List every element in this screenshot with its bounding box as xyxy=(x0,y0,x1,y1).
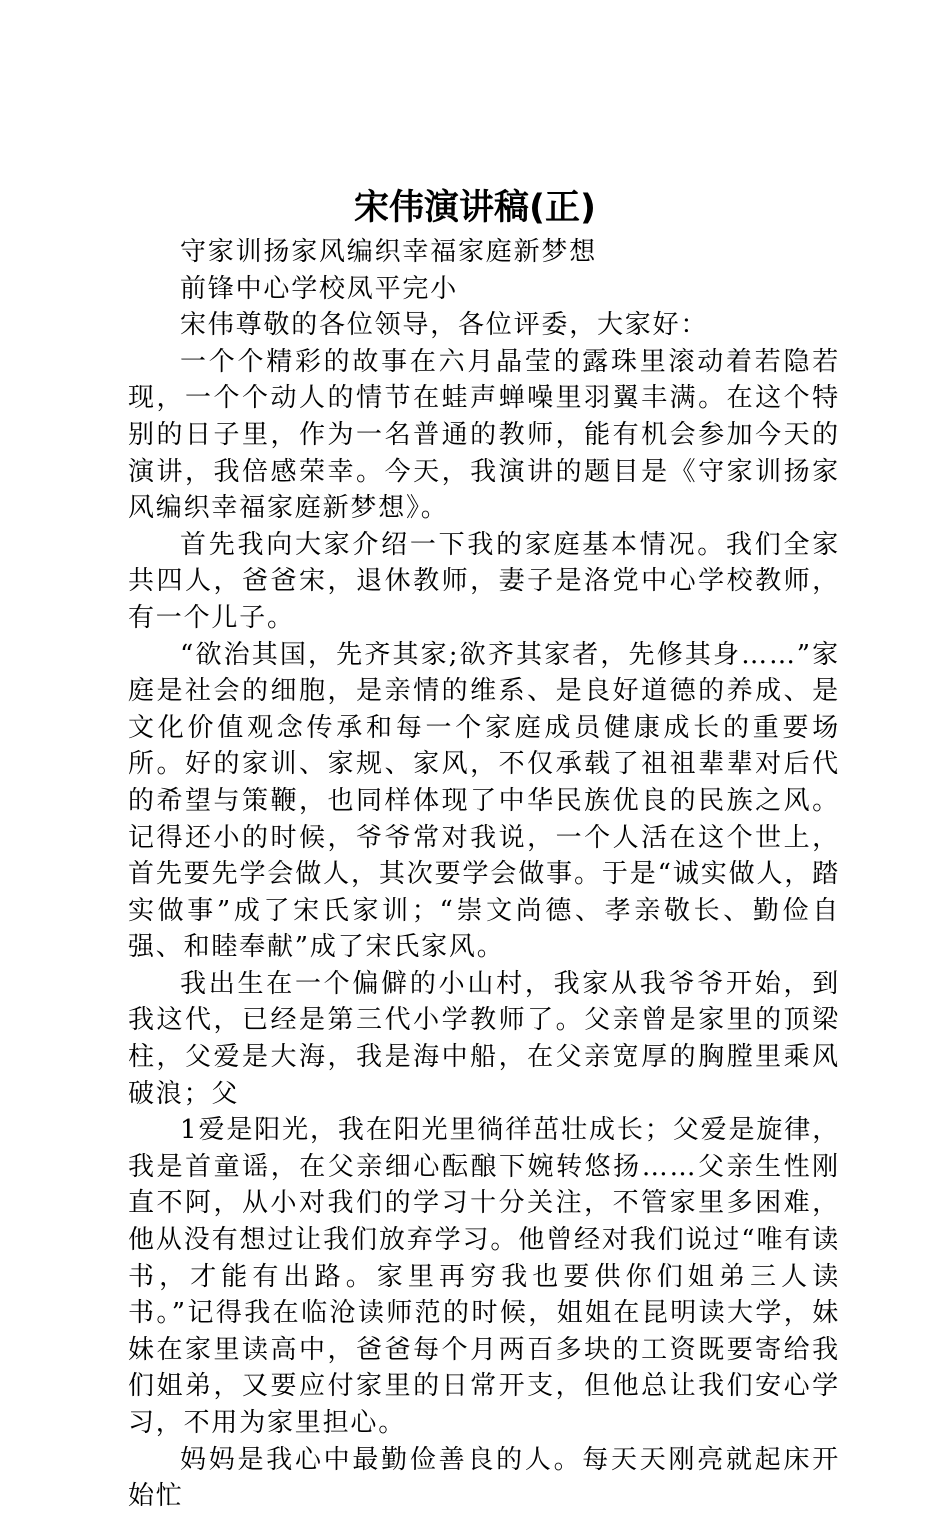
paragraph-family-values: “欲治其国，先齐其家;欲齐其家者，先修其身……”家庭是社会的细胞，是亲情的维系、是良好道德的养成、是文化价值观念传承和每一个家庭成员健康成长的重要场所。好的家训、家规、家风，不仅承载了祖祖辈辈对后代的希望与策鞭，也同样体现了中华民族优良的民族之风。记得还小的时候，爷爷常对我说，一个人活在这个世上，首先要先学会做人，其次要学会做事。于是“诚实做人，踏实做事”成了宋氏家训；“崇文尚德、孝亲敬长、勤俭自强、和睦奉献”成了宋氏家风。 xyxy=(128,639,840,963)
paragraph-family-info: 首先我向大家介绍一下我的家庭基本情况。我们全家共四人，爸爸宋，退休教师，妻子是洛党中心学校教师，有一个儿子。 xyxy=(128,529,840,633)
paragraph-father-love: 1爱是阳光，我在阳光里徜徉茁壮成长；父爱是旋律，我是首童谣，在父亲细心酝酿下婉转悠扬……父亲生性刚直不阿，从小对我们的学习十分关注，不管家里多困难，他从没有想过让我们放弃学习。他曾经对我们说过“唯有读书，才能有出路。家里再穷我也要供你们姐弟三人读书。”记得我在临沧读师范的时候，姐姐在昆明读大学，妹妹在家里读高中，爸爸每个月两百多块的工资既要寄给我们姐弟，又要应付家里的日常开支，但他总让我们安心学习，不用为家里担心。 xyxy=(128,1115,840,1438)
document-body xyxy=(128,234,840,1515)
paragraph-school-name: 前锋中心学校凤平完小 xyxy=(180,273,459,304)
paragraph-greeting: 宋伟尊敬的各位领导，各位评委，大家好： xyxy=(180,310,709,341)
paragraph-father: 我出生在一个偏僻的小山村，我家从我爷爷开始，到我这代，已经是第三代小学教师了。父亲曾是家里的顶梁柱，父爱是大海，我是海中船，在父亲宽厚的胸膛里乘风破浪；父 xyxy=(128,968,840,1109)
paragraph-speech-topic: 守家训扬家风编织幸福家庭新梦想 xyxy=(180,237,598,267)
paragraph-mother: 妈妈是我心中最勤俭善良的人。每天天刚亮就起床开始忙 xyxy=(128,1444,840,1512)
document-title: 宋伟演讲稿(正) xyxy=(354,188,596,228)
paragraph-intro: 一个个精彩的故事在六月晶莹的露珠里滚动着若隐若现，一个个动人的情节在蛙声蝉噪里羽翼丰满。在这个特别的日子里，作为一名普通的教师，能有机会参加今天的演讲，我倍感荣幸。今天，我演讲的题目是《守家训扬家风编织幸福家庭新梦想》。 xyxy=(128,346,840,524)
